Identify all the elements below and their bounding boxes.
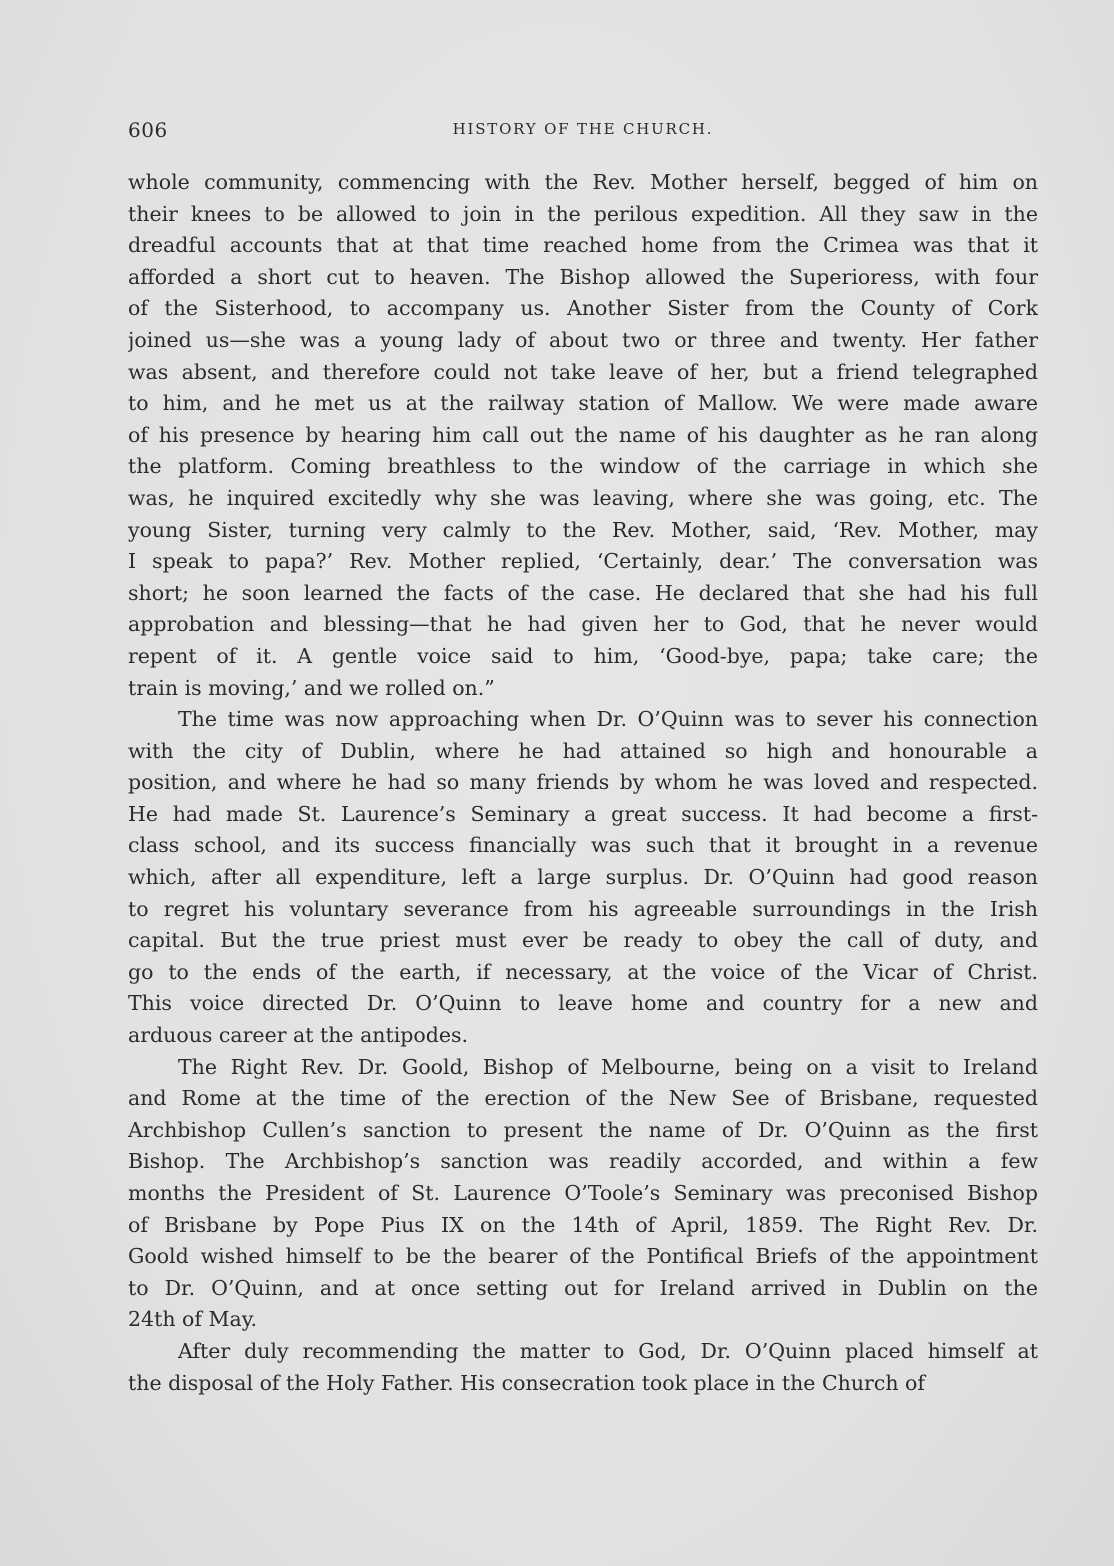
text-line: was absent, and therefore could not take leave of her, but a friend telegraphed xyxy=(128,359,1038,384)
text-line: to regret his voluntary severance from his agreeable surroundings in the Irish xyxy=(128,896,1038,921)
text-line: After duly recommending the matter to God, Dr. O’Quinn placed himself at xyxy=(178,1338,1038,1363)
text-line: Goold wished himself to be the bearer of the Pontifical Briefs of the appointment xyxy=(128,1244,1038,1269)
running-title: HISTORY OF THE CHURCH. xyxy=(452,120,714,138)
text-line: the disposal of the Holy Father. His consecration took place in the Church of xyxy=(128,1370,925,1395)
text-line: short; he soon learned the facts of the case. He declared that she had his full xyxy=(128,580,1038,605)
paragraph xyxy=(128,167,1038,704)
text-line: with the city of Dublin, where he had attained so high and honourable a xyxy=(128,738,1038,763)
text-line: dreadful accounts that at that time reached home from the Crimea was that it xyxy=(128,233,1038,258)
text-line: to him, and he met us at the railway station of Mallow. We were made aware xyxy=(128,391,1038,416)
text-line: arduous career at the antipodes. xyxy=(128,1023,469,1048)
text-line: to Dr. O’Quinn, and at once setting out for Ireland arrived in Dublin on the xyxy=(128,1275,1038,1300)
text-line: capital. But the true priest must ever be ready to obey the call of duty, and xyxy=(128,928,1038,953)
text-line: young Sister, turning very calmly to the Rev. Mother, said, ‘Rev. Mother, may xyxy=(128,517,1038,542)
paragraph xyxy=(128,1336,1038,1399)
text-line: of Brisbane by Pope Pius IX on the 14th of April, 1859. The Right Rev. Dr. xyxy=(128,1212,1038,1237)
text-line: was, he inquired excitedly why she was leaving, where she was going, etc. The xyxy=(128,485,1038,510)
text-line: repent of it. A gentle voice said to him, ‘Good-bye, papa; take care; the xyxy=(128,643,1038,668)
body-text xyxy=(128,167,1038,1399)
text-line: go to the ends of the earth, if necessary, at the voice of the Vicar of Christ. xyxy=(128,959,1038,984)
text-line: months the President of St. Laurence O’Toole’s Seminary was preconised Bishop xyxy=(128,1181,1038,1205)
page-header xyxy=(128,118,1038,146)
text-line: The time was now approaching when Dr. O’Quinn was to sever his connection xyxy=(178,707,1038,732)
text-line: afforded a short cut to heaven. The Bishop allowed the Superioress, with four xyxy=(128,264,1038,289)
text-line: class school, and its success financially was such that it brought in a revenue xyxy=(128,833,1038,858)
text-line: 24th of May. xyxy=(128,1307,258,1332)
page-number: 606 xyxy=(128,118,168,142)
text-line: whole community, commencing with the Rev. Mother herself, begged of him on xyxy=(128,170,1038,194)
text-line: I speak to papa?’ Rev. Mother replied, ‘Certainly, dear.’ The conversation was xyxy=(128,549,1038,574)
text-line: position, and where he had so many friends by whom he was loved and respected. xyxy=(128,770,1038,795)
text-line: Bishop. The Archbishop’s sanction was readily accorded, and within a few xyxy=(128,1149,1038,1174)
text-line: The Right Rev. Dr. Goold, Bishop of Melbourne, being on a visit to Ireland xyxy=(178,1054,1038,1079)
text-line: This voice directed Dr. O’Quinn to leave home and country for a new and xyxy=(128,991,1038,1016)
paragraph xyxy=(128,704,1038,1052)
text-line: train is moving,’ and we rolled on.” xyxy=(128,675,495,700)
text-line: and Rome at the time of the erection of the New See of Brisbane, requested xyxy=(128,1086,1038,1111)
text-line: the platform. Coming breathless to the window of the carriage in which she xyxy=(128,454,1038,479)
text-line: He had made St. Laurence’s Seminary a great success. It had become a first- xyxy=(128,801,1038,826)
text-line: their knees to be allowed to join in the perilous expedition. All they saw in the xyxy=(128,201,1038,226)
paragraph xyxy=(128,1052,1038,1336)
text-line: of his presence by hearing him call out the name of his daughter as he ran along xyxy=(128,422,1038,447)
text-line: joined us—she was a young lady of about two or three and twenty. Her father xyxy=(128,327,1038,352)
text-line: Archbishop Cullen’s sanction to present the name of Dr. O’Quinn as the first xyxy=(128,1117,1038,1142)
text-line: which, after all expenditure, left a large surplus. Dr. O’Quinn had good reason xyxy=(128,865,1038,890)
text-line: of the Sisterhood, to accompany us. Another Sister from the County of Cork xyxy=(128,296,1038,321)
text-line: approbation and blessing—that he had given her to God, that he never would xyxy=(128,612,1038,637)
